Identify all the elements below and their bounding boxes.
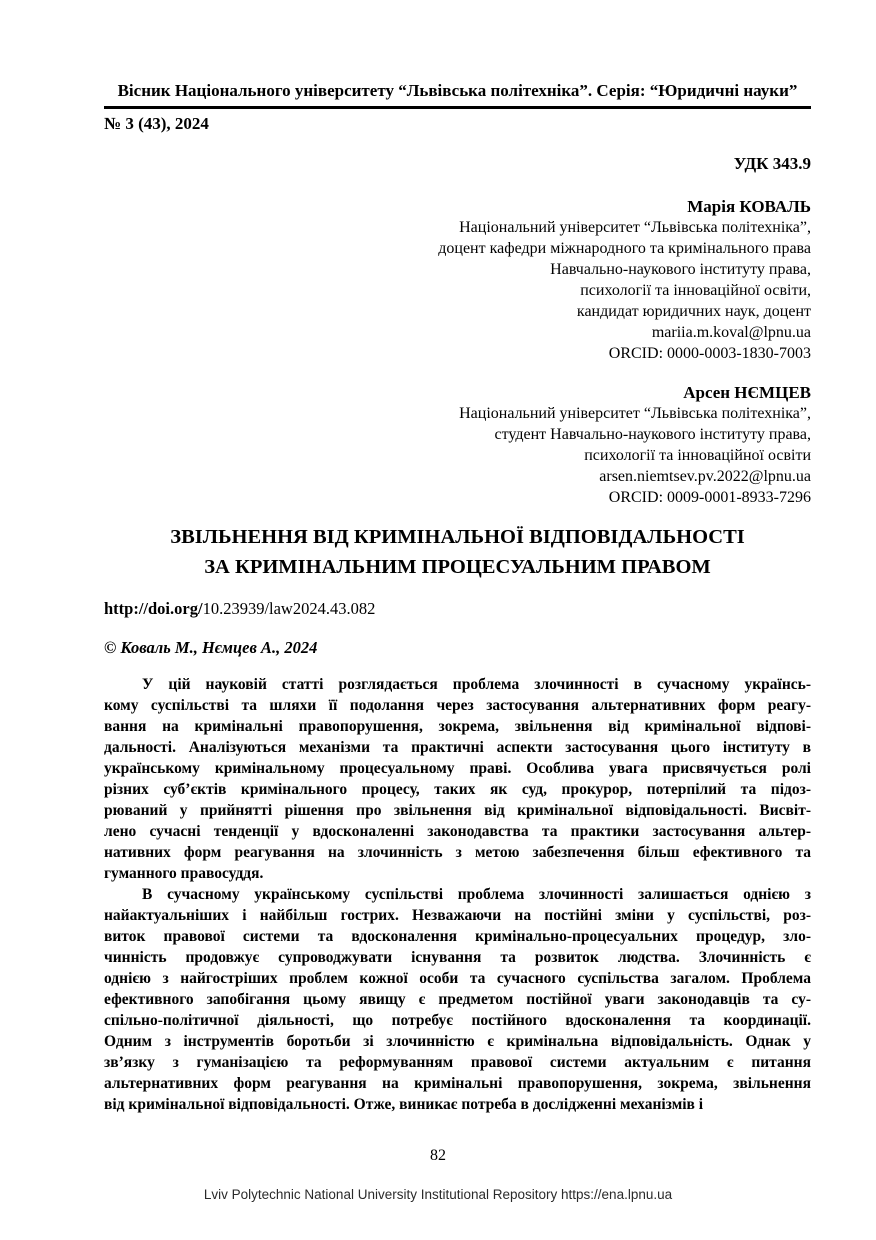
doi-line <box>104 598 811 619</box>
issue-line: № 3 (43), 2024 <box>104 114 209 133</box>
page-number: 82 <box>430 1147 446 1164</box>
text-line: arsen.niemtsev.pv.2022@lpnu.ua <box>599 468 811 485</box>
text-line: mariia.m.koval@lpnu.ua <box>651 324 811 341</box>
text-line: кому суспільстві та шляхи її подолання через застосування альтернативних форм реагу- <box>104 697 811 714</box>
udc-code: УДК 343.9 <box>733 154 811 173</box>
repository-footer: Lviv Polytechnic National University Institutional Repository https://ena.lpnu.ua <box>203 1187 673 1202</box>
page-content <box>104 0 811 1115</box>
text-line: зв’язку з гуманізацією та реформуванням правової системи актуальним є питання <box>104 1054 811 1071</box>
text-line: ORCID: 0000-0003-1830-7003 <box>608 345 811 362</box>
journal-header: Вісник Національного університету “Львівська політехніка”. Серія: “Юридичні науки” <box>104 80 811 109</box>
text-line: лено сучасні тенденції у вдосконаленні законодавства та практики застосування альтер- <box>104 823 811 840</box>
text-line: Національний університет “Львівська політехніка”, <box>459 219 811 236</box>
text-line: ефективного запобігання цьому явищу є предметом постійної уваги законодавців та су- <box>104 991 811 1008</box>
author-name: Марія КОВАЛЬ <box>687 197 811 216</box>
author-affiliation <box>104 217 811 364</box>
text-line: найактуальніших і найбільш гострих. Незважаючи на постійні зміни у суспільстві, роз- <box>104 907 811 924</box>
text-line: В сучасному українському суспільстві проблема злочинності залишається однією з <box>142 886 811 903</box>
text-line: чинність продовжує супроводжувати існування та розвиток людства. Злочинність є <box>104 949 811 966</box>
author-name: Арсен НЄМЦЕВ <box>683 383 811 402</box>
text-line: Національний університет “Львівська політехніка”, <box>459 405 811 422</box>
text-line: студент Навчально-наукового інституту права, <box>494 426 811 443</box>
text-line: спільно-політичної діяльності, що потребує постійного вдосконалення та координації. <box>104 1012 811 1029</box>
text-line: кандидат юридичних наук, доцент <box>576 303 811 320</box>
text-line: доцент кафедри міжнародного та кримінального права <box>438 240 811 257</box>
text-line: різних суб’єктів кримінального процесу, таких як суд, прокурор, потерпілий та підоз- <box>104 781 811 798</box>
text-line: вання на кримінальні правопорушення, зокрема, звільнення від кримінальної відпові- <box>104 718 811 735</box>
abstract-paragraph-1 <box>104 674 811 884</box>
text-line: У цій науковій статті розглядається проблема злочинності в сучасному українсь- <box>142 676 811 693</box>
article-title-line: ЗВІЛЬНЕННЯ ВІД КРИМІНАЛЬНОЇ ВІДПОВІДАЛЬНОСТІ <box>170 526 745 548</box>
text-line: однією з найгостріших проблем кожної особи та сучасного суспільства загалом. Проблема <box>104 970 811 987</box>
text-line: українському кримінальному процесуальному праві. Особлива увага присвячується ролі <box>104 760 811 777</box>
article-title-line: ЗА КРИМІНАЛЬНИМ ПРОЦЕСУАЛЬНИМ ПРАВОМ <box>204 556 711 578</box>
text-line: Одним з інструментів боротьби зі злочинністю є кримінальна відповідальність. Однак у <box>104 1033 811 1050</box>
copyright-line: © Коваль М., Нємцев А., 2024 <box>104 638 318 657</box>
text-line: психології та інноваційної освіти <box>584 447 811 464</box>
author-block-2 <box>104 382 811 508</box>
text-line: дальності. Аналізуються механізми та практичні аспекти застосування цього інституту в <box>104 739 811 756</box>
doi-path: 10.23939/law2024.43.082 <box>202 599 376 618</box>
abstract <box>104 674 811 1115</box>
doi-prefix: http://doi.org/ <box>104 599 203 618</box>
text-line: нативних форм реагування на злочинність з метою забезпечення більш ефективного та <box>104 844 811 861</box>
text-line: від кримінальної відповідальності. Отже, виникає потреба в дослідженні механізмів і <box>104 1096 704 1113</box>
author-affiliation <box>104 403 811 508</box>
text-line: психології та інноваційної освіти, <box>580 282 811 299</box>
text-line: Навчально-наукового інституту права, <box>550 261 811 278</box>
text-line: ORCID: 0009-0001-8933-7296 <box>608 489 811 506</box>
abstract-paragraph-2 <box>104 884 811 1115</box>
text-line: виток правової системи та вдосконалення кримінально-процесуальних процедур, зло- <box>104 928 811 945</box>
article-title <box>104 522 811 582</box>
text-line: гуманного правосуддя. <box>104 865 264 882</box>
text-line: рюваний у прийнятті рішення про звільнення від кримінальної відповідальності. Висвіт- <box>104 802 811 819</box>
author-block-1 <box>104 196 811 364</box>
text-line: альтернативних форм реагування на кримінальні правопорушення, зокрема, звільнення <box>104 1075 811 1092</box>
